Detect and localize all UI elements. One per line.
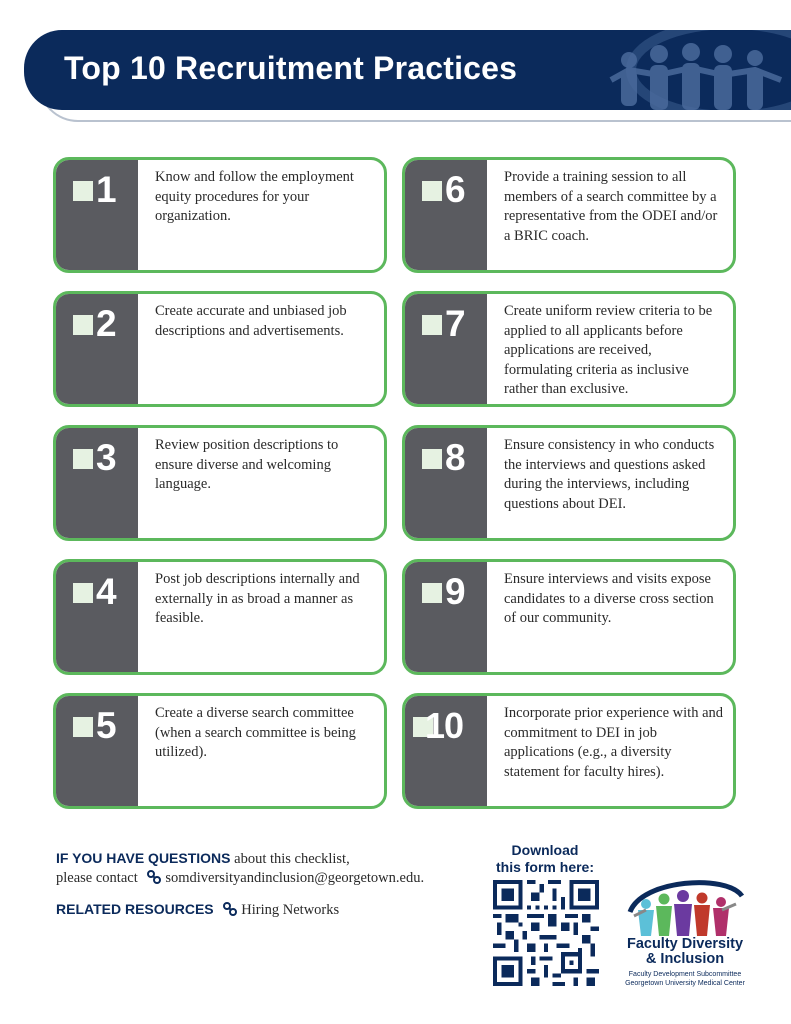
download-line-1: Download [511, 842, 579, 858]
practice-number: 3 [96, 437, 117, 478]
logo-title-line-2: & Inclusion [645, 951, 725, 967]
practice-number-box [56, 696, 138, 806]
practice-card-2 [53, 291, 387, 407]
checkbox-square-icon [422, 449, 442, 469]
practice-number: 2 [96, 303, 117, 344]
questions-heading: IF YOU HAVE QUESTIONS [56, 850, 231, 866]
practice-number-box [405, 160, 487, 270]
hiring-networks-link[interactable]: Hiring Networks [241, 902, 340, 918]
practice-number: 4 [96, 571, 117, 612]
link-icon [147, 870, 161, 884]
practice-text: Post job descriptions internally and externally in as broad a manner as feasible. [155, 571, 360, 626]
contact-prefix: please contact [56, 870, 138, 886]
checkbox-square-icon [73, 315, 93, 335]
practice-number-box [405, 696, 487, 806]
checkbox-square-icon [422, 583, 442, 603]
questions-line [56, 850, 350, 868]
practice-card-10 [402, 693, 736, 809]
practice-text: Incorporate prior experience with and commitment to DEI in job applications (e.g., a diversity statement for faculty hires). [504, 705, 724, 780]
contact-line [56, 870, 424, 887]
logo-title-line-1: Faculty Diversity [626, 936, 744, 952]
practice-number: 8 [445, 437, 466, 478]
practice-number-box [405, 294, 487, 404]
practice-number: 1 [96, 169, 117, 210]
practice-text: Create uniform review criteria to be applied to all applicants before applications are received, formulating criteria as inclusive rather than exclusive. [504, 303, 713, 397]
resources-heading: RELATED RESOURCES [56, 901, 214, 917]
checkbox-square-icon [73, 181, 93, 201]
practice-text: Ensure consistency in who conducts the interviews and questions asked during the interviews, including questions about DEI. [504, 437, 715, 512]
practice-text: Create accurate and unbiased job descriptions and advertisements. [155, 303, 347, 339]
practice-number: 9 [445, 571, 466, 612]
people-figures-icon [581, 30, 791, 110]
checkbox-square-icon [73, 717, 93, 737]
contact-email-link[interactable]: somdiversityandinclusion@georgetown.edu. [165, 870, 425, 886]
practice-card-8 [402, 425, 736, 541]
download-line-2: this form here: [495, 859, 594, 875]
header-banner [24, 30, 791, 110]
practice-number: 7 [445, 303, 466, 344]
practice-number: 10 [425, 705, 464, 746]
page-title: Top 10 Recruitment Practices [64, 50, 518, 86]
qr-code[interactable] [493, 880, 599, 986]
logo-subtitle [605, 970, 765, 988]
checkbox-square-icon [422, 181, 442, 201]
practice-number-box [405, 428, 487, 538]
practice-text: Provide a training session to all members of a search committee by a representative from the ODEI and/or a BRIC coach. [504, 169, 718, 244]
practice-number: 6 [445, 169, 466, 210]
download-label [490, 842, 600, 876]
people-logo [622, 874, 746, 944]
questions-text: about this checklist, [230, 851, 350, 867]
logo-subtitle-line-2: Georgetown University Medical Center [625, 980, 745, 987]
practice-text: Ensure interviews and visits expose candidates to a diverse cross section of our community. [504, 571, 714, 626]
resources-line [56, 901, 339, 919]
link-icon [223, 902, 237, 916]
practice-card-5 [53, 693, 387, 809]
practice-card-4 [53, 559, 387, 675]
practice-number: 5 [96, 705, 117, 746]
practice-number-box [56, 160, 138, 270]
checkbox-square-icon [422, 315, 442, 335]
practice-number-box [56, 562, 138, 672]
practice-number-box [56, 428, 138, 538]
logo-subtitle-line-1: Faculty Development Subcommittee [628, 971, 742, 978]
logo-title [610, 937, 760, 967]
practice-text: Know and follow the employment equity procedures for your organization. [155, 169, 354, 224]
practice-number-box [56, 294, 138, 404]
checkbox-square-icon [73, 583, 93, 603]
practice-number-box [405, 562, 487, 672]
practice-card-3 [53, 425, 387, 541]
practice-text: Review position descriptions to ensure diverse and welcoming language. [155, 437, 339, 492]
practice-card-1 [53, 157, 387, 273]
checkbox-square-icon [73, 449, 93, 469]
practice-text: Create a diverse search committee (when a search committee is being utilized). [155, 705, 356, 760]
practice-card-9 [402, 559, 736, 675]
practice-card-7 [402, 291, 736, 407]
practice-card-6 [402, 157, 736, 273]
